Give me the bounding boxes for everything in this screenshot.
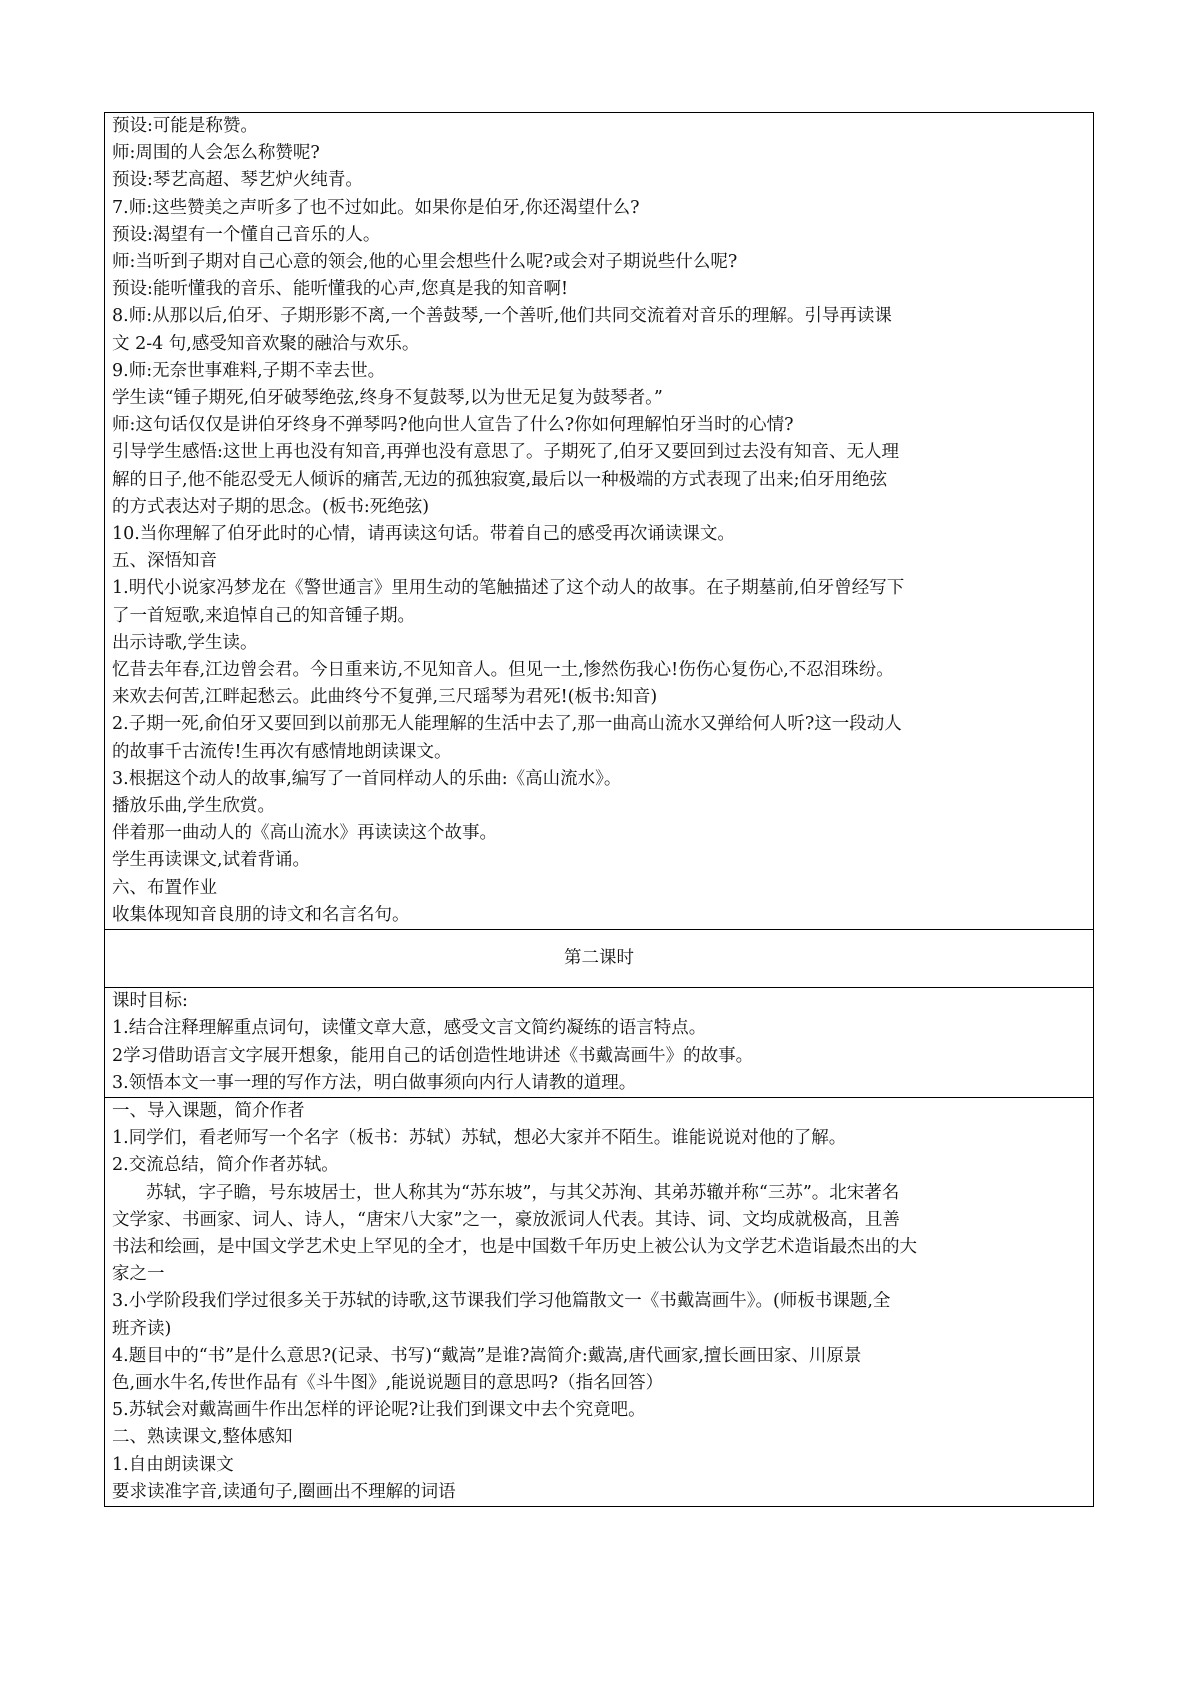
text-line: 家之一 (112, 1264, 165, 1285)
text-line: 要求读准字音,读通句子,圈画出不理解的词语 (112, 1481, 456, 1502)
text-line: 播放乐曲,学生欣赏。 (112, 796, 276, 817)
text-line: 3.根据这个动人的故事,编写了一首同样动人的乐曲:《高山流水》。 (112, 768, 622, 789)
text-line: 书法和绘画，是中国文学艺术史上罕见的全才，也是中国数千年历史上被公认为文学艺术造诣最杰出的大 (112, 1236, 917, 1257)
text-line: 文 2-4 句,感受知音欢聚的融洽与欢乐。 (112, 333, 420, 354)
text-line: 色,画水牛名,传世作品有《斗牛图》,能说说题目的意思吗?（指名回答） (112, 1372, 664, 1393)
lesson2-content-cell (105, 1098, 1093, 1506)
text-line: 1.结合注释理解重点词句，读懂文章大意，感受文言文简约凝练的语言特点。 (112, 1018, 707, 1039)
text-line: 一、导入课题，简介作者 (112, 1100, 305, 1121)
lesson1-content-cell (105, 113, 1093, 930)
text-line: 1.明代小说家冯梦龙在《警世通言》里用生动的笔触描述了这个动人的故事。在子期墓前,伯牙曾经写下 (112, 578, 905, 599)
text-line: 师:周围的人会怎么称赞呢? (112, 143, 320, 164)
text-line: 的方式表达对子期的思念。(板书:死绝弦) (112, 496, 430, 517)
text-line: 伴着那一曲动人的《高山流水》再读读这个故事。 (112, 823, 497, 844)
text-line: 5.苏轼会对戴嵩画牛作出怎样的评论呢?让我们到课文中去个究竟吧。 (112, 1400, 646, 1421)
text-line: 10.当你理解了伯牙此时的心情，请再读这句话。带着自己的感受再次诵读课文。 (112, 524, 735, 545)
lesson2-title: 第二课时 (564, 947, 634, 968)
text-line: 1.自由朗读课文 (112, 1454, 234, 1475)
text-line: 引导学生感悟:这世上再也没有知音,再弹也没有意思了。子期死了,伯牙又要回到过去没有知音、无人理 (112, 442, 900, 463)
text-line: 的故事千古流传!生再次有感情地朗读课文。 (112, 741, 452, 762)
text-line: 2.交流总结，简介作者苏轼。 (112, 1155, 339, 1176)
text-line: 预设:渴望有一个懂自己音乐的人。 (112, 224, 381, 245)
text-line: 2.子期一死,俞伯牙又要回到以前那无人能理解的生活中去了,那一曲高山流水又弹给何人听?这一段动人 (112, 714, 902, 735)
text-line: 忆昔去年春,江边曾会君。今日重来访,不见知音人。但见一土,惨然伤我心!伤伤心复伤心,不忍泪珠纷。 (112, 660, 894, 681)
text-line: 7.师:这些赞美之声听多了也不过如此。如果你是伯牙,你还渴望什么? (112, 197, 640, 218)
text-line: 解的日子,他不能忍受无人倾诉的痛苦,无边的孤独寂寞,最后以一种极端的方式表现了出来;伯牙用绝弦 (112, 469, 888, 490)
lesson2-header-cell (105, 930, 1093, 988)
text-line: 8.师:从那以后,伯牙、子期形影不离,一个善鼓琴,一个善听,他们共同交流着对音乐的理解。引导再读课 (112, 306, 892, 327)
text-line: 预设:能听懂我的音乐、能听懂我的心声,您真是我的知音啊! (112, 279, 568, 300)
text-line: 收集体现知音良朋的诗文和名言名句。 (112, 904, 410, 925)
lesson-plan-table (104, 112, 1094, 1507)
objectives-cell (105, 988, 1093, 1098)
text-line: 师:这句话仅仅是讲伯牙终身不弹琴吗?他向世人宣告了什么?你如何理解怕牙当时的心情? (112, 415, 794, 436)
text-line: 出示诗歌,学生读。 (112, 632, 258, 653)
text-line: 学生再读课文,试着背诵。 (112, 850, 311, 871)
text-line: 师:当听到子期对自己心意的领会,他的心里会想些什么呢?或会对子期说些什么呢? (112, 252, 738, 273)
text-line: 了一首短歌,来追悼自己的知音锺子期。 (112, 605, 416, 626)
text-line: 预设:可能是称赞。 (112, 116, 258, 136)
text-line: 来欢去何苦,江畔起愁云。此曲终兮不复弹,三尺瑶琴为君死!(板书:知音) (112, 687, 658, 708)
text-line: 二、熟读课文,整体感知 (112, 1427, 293, 1448)
text-line: 课时目标: (112, 991, 188, 1012)
text-line: 学生读“锺子期死,伯牙破琴绝弦,终身不复鼓琴,以为世无足复为鼓琴者。” (112, 388, 663, 409)
text-line: 文学家、书画家、词人、诗人，“唐宋八大家”之一，豪放派词人代表。其诗、词、文均成就极高，且善 (112, 1209, 900, 1230)
text-line: 3.领悟本文一事一理的写作方法，明白做事须向内行人请教的道理。 (112, 1072, 637, 1093)
text-line: 1.同学们，看老师写一个名字（板书：苏轼）苏轼，想必大家并不陌生。谁能说说对他的了解。 (112, 1128, 847, 1149)
text-line: 2学习借助语言文字展开想象，能用自己的话创造性地讲述《书戴嵩画牛》的故事。 (112, 1045, 754, 1066)
text-line: 3.小学阶段我们学过很多关于苏轼的诗歌,这节课我们学习他篇散文一《书戴嵩画牛》。(师板书课题,全 (112, 1291, 891, 1312)
text-line: 9.师:无奈世事难料,子期不幸去世。 (112, 360, 386, 381)
text-line: 五、深悟知音 (112, 551, 217, 572)
text-line: 班齐读) (112, 1318, 172, 1339)
text-line: 4.题目中的“书”是什么意思?(记录、书写)“戴嵩”是谁?嵩简介:戴嵩,唐代画家,擅长画田家、川原景 (112, 1345, 862, 1366)
text-line: 预设:琴艺高超、琴艺炉火纯青。 (112, 170, 363, 191)
text-line: 苏轼，字子瞻，号东坡居士，世人称其为“苏东坡”，与其父苏洵、其弟苏辙并称“三苏”。北宋著名 (146, 1182, 900, 1203)
text-line: 六、布置作业 (112, 877, 217, 898)
